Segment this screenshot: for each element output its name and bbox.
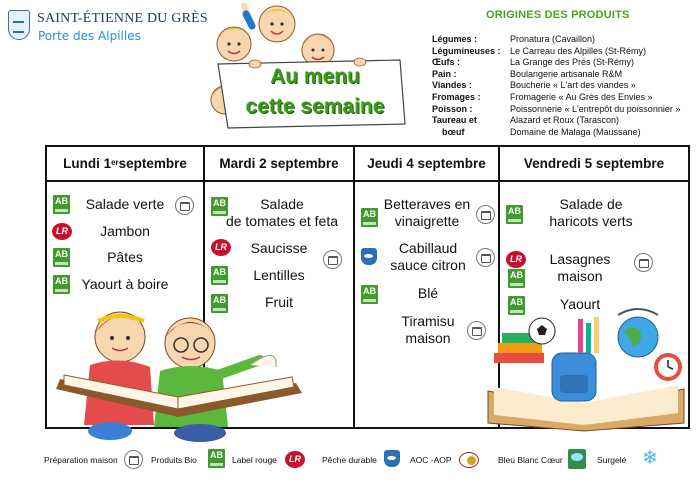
origin-row xyxy=(432,46,694,58)
origin-label: Fromages : xyxy=(432,91,481,102)
menu-item: maison xyxy=(405,330,451,346)
coat-of-arms-icon xyxy=(8,10,30,40)
origin-row xyxy=(432,115,694,127)
origin-label: Poisson : xyxy=(432,103,473,114)
origin-row xyxy=(432,127,694,139)
origin-value: Le Carreau des Alpilles (St-Rémy) xyxy=(510,45,647,56)
origin-label: Légumineuses : xyxy=(432,45,501,56)
origin-row xyxy=(432,104,694,116)
menu-title-line1: Au menu xyxy=(270,65,360,88)
origin-value: Alazard et Roux (Tarascon) xyxy=(510,115,620,126)
organic-ab-icon: AB xyxy=(53,275,70,294)
menu-item: vinaigrette xyxy=(394,213,460,229)
legend-sustainable-fishing-label: Pêche durable xyxy=(322,455,377,465)
menu-item: Pâtes xyxy=(107,249,143,265)
origin-value: Boucherie « L'art des viandes » xyxy=(510,80,636,91)
children-reading-book-illustration xyxy=(50,305,310,445)
day-month: septembre xyxy=(118,156,187,171)
menu-item: de tomates et feta xyxy=(225,213,339,229)
organic-ab-icon: AB xyxy=(53,248,70,267)
day-column-thursday xyxy=(353,147,498,427)
origins-list xyxy=(432,34,694,138)
origin-label: Pain : xyxy=(432,68,457,79)
menu-item: Betteraves en xyxy=(383,196,471,212)
origin-row xyxy=(432,34,694,46)
menu-item: Yaourt xyxy=(559,296,601,312)
red-label-icon: LR xyxy=(211,239,231,256)
legend-red-label-label: Label rouge xyxy=(232,455,277,465)
origin-value: Fromagerie « Au Grès des Envies » xyxy=(510,91,653,102)
organic-ab-icon: AB xyxy=(508,269,525,288)
homemade-icon xyxy=(323,250,342,269)
organic-ab-icon: AB xyxy=(211,294,228,313)
menu-item: Jambon xyxy=(100,223,150,239)
homemade-icon xyxy=(175,196,194,215)
origin-label: Viandes : xyxy=(432,80,472,91)
menu-item: Cabillaud xyxy=(398,240,458,256)
origin-row xyxy=(432,80,694,92)
organic-ab-icon: AB xyxy=(53,195,70,214)
sustainable-fishing-icon xyxy=(361,248,377,265)
homemade-icon xyxy=(634,253,653,272)
origin-value: Boulangerie artisanale R&M xyxy=(510,68,623,79)
menu-item: Blé xyxy=(417,285,439,301)
menu-item: Salade xyxy=(260,196,304,212)
labels-legend xyxy=(0,447,700,473)
organic-ab-icon: AB xyxy=(508,296,525,315)
origin-value: Pronatura (Cavaillon) xyxy=(510,34,596,44)
origin-value: La Grange des Prés (St-Rémy) xyxy=(510,57,635,68)
organic-ab-icon: AB xyxy=(211,266,228,285)
legend-homemade-label: Préparation maison xyxy=(44,455,118,465)
origin-label: Œufs : xyxy=(432,57,460,68)
town-logo xyxy=(8,8,208,48)
legend-frozen-label: Surgelé xyxy=(597,455,627,465)
legend-bbc-label: Bleu Blanc Cœur xyxy=(498,455,563,465)
organic-ab-icon: AB xyxy=(211,197,228,216)
origin-row xyxy=(432,69,694,81)
red-label-icon: LR xyxy=(506,251,526,268)
origin-label: bœuf xyxy=(442,126,465,137)
day-header xyxy=(47,147,203,182)
menu-item: haricots verts xyxy=(549,213,633,229)
menu-item: Yaourt à boire xyxy=(81,276,169,292)
organic-ab-icon: AB xyxy=(506,205,523,224)
menu-title xyxy=(225,62,405,126)
menu-item: Saucisse xyxy=(250,240,308,256)
menu-item: Salade verte xyxy=(85,196,165,212)
origin-value: Domaine de Malaga (Maussane) xyxy=(510,126,641,137)
legend-aoc-label: AOC -AOP xyxy=(410,455,452,465)
logo-town-name: SAINT-ÉTIENNE DU GRÈS xyxy=(37,11,208,26)
day-name: Lundi 1 xyxy=(63,156,112,171)
organic-ab-icon: AB xyxy=(208,449,225,468)
homemade-icon xyxy=(124,450,143,469)
menu-item: maison xyxy=(557,268,603,284)
red-label-icon: LR xyxy=(52,223,72,240)
menu-item: Tiramisu xyxy=(401,313,455,329)
origin-label: Taureau et xyxy=(432,115,477,126)
origin-row xyxy=(432,92,694,104)
organic-ab-icon: AB xyxy=(361,285,378,304)
day-header: Vendredi 5 septembre xyxy=(500,147,688,182)
menu-item: Salade de xyxy=(559,196,623,212)
sustainable-fishing-icon xyxy=(384,450,400,467)
legend-organic-label: Produits Bio xyxy=(151,455,197,465)
menu-item: Lasagnes xyxy=(549,251,611,267)
homemade-icon xyxy=(476,248,495,267)
logo-subtitle: Porte des Alpilles xyxy=(38,29,141,43)
school-supplies-illustration xyxy=(478,305,693,435)
day-header: Mardi 2 septembre xyxy=(205,147,353,182)
origin-label: Légumes : xyxy=(432,34,478,44)
day-header: Jeudi 4 septembre xyxy=(355,147,498,182)
homemade-icon xyxy=(476,205,495,224)
origins-title: ORIGINES DES PRODUITS xyxy=(486,9,630,21)
menu-item: sauce citron xyxy=(390,257,466,273)
menu-item: Fruit xyxy=(265,294,293,310)
day-ordinal: er xyxy=(111,158,119,167)
organic-ab-icon: AB xyxy=(361,208,378,227)
origin-row xyxy=(432,57,694,69)
bleu-blanc-coeur-icon xyxy=(568,449,586,469)
menu-title-line2: cette semaine xyxy=(245,95,385,118)
aoc-aop-icon xyxy=(459,452,479,468)
menu-item: Lentilles xyxy=(253,267,305,283)
snowflake-icon: ❄ xyxy=(642,448,658,469)
origin-value: Poissonnerie « L'entrepôt du poissonnier » xyxy=(510,103,681,114)
red-label-icon: LR xyxy=(285,451,305,468)
